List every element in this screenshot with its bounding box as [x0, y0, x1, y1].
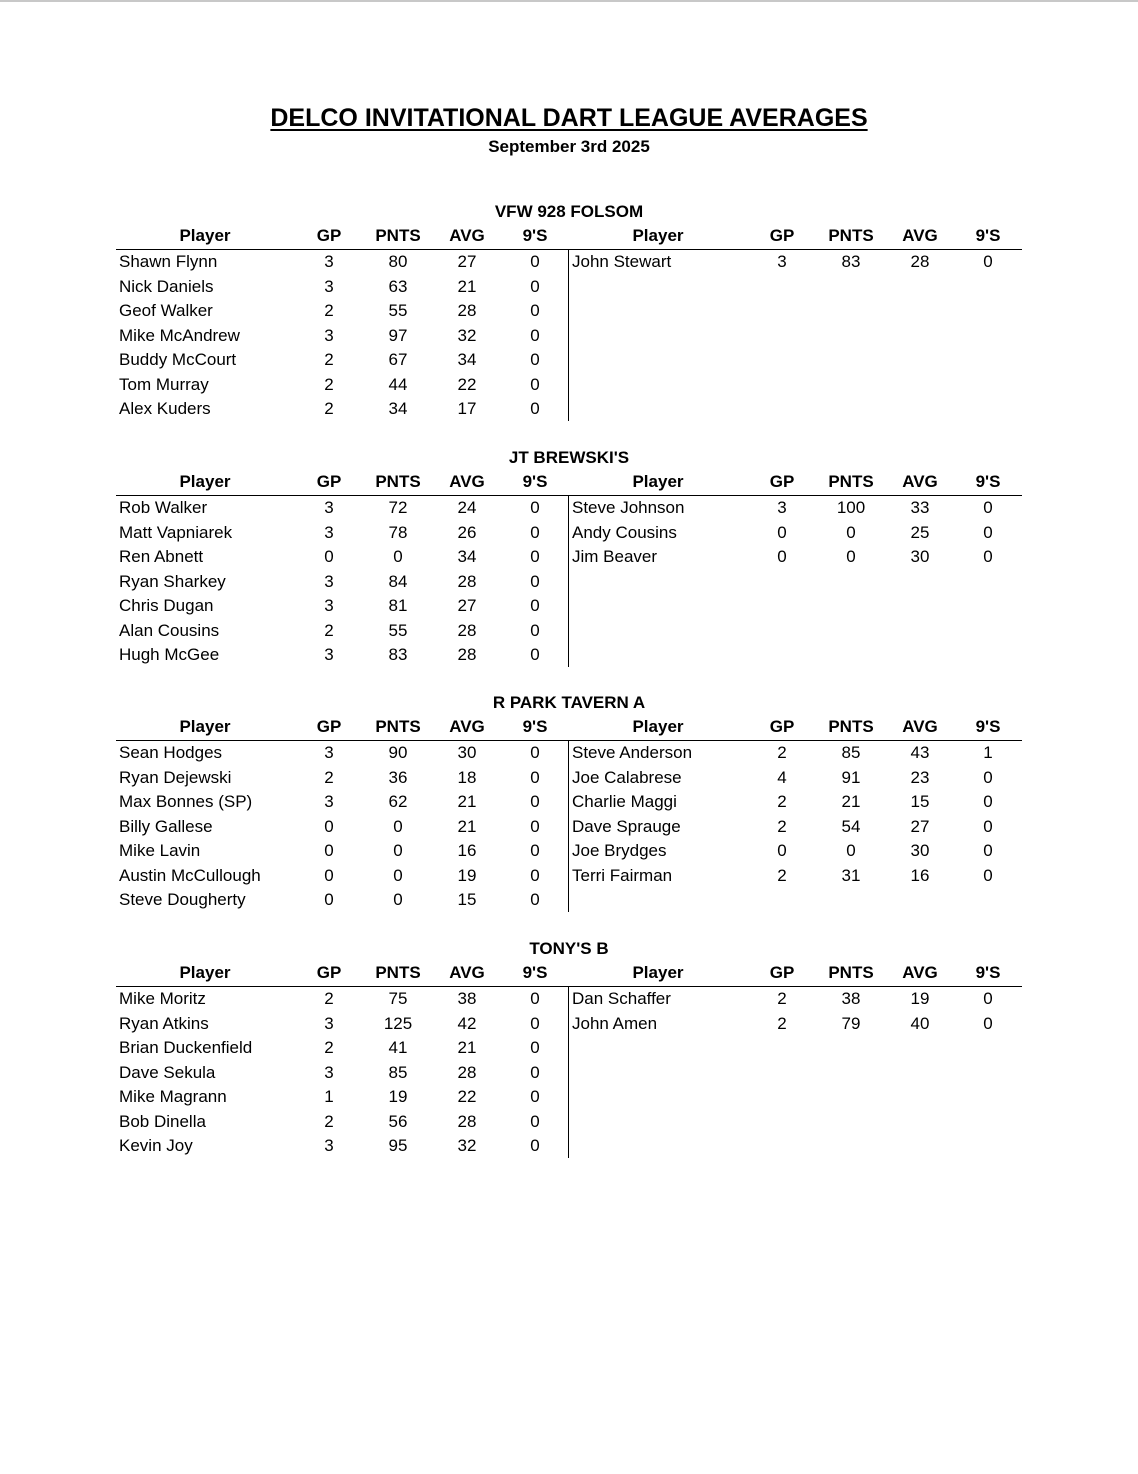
- stat-avg: 30: [457, 743, 477, 762]
- stat-gp: 2: [324, 374, 334, 394]
- column-header-player: Player: [179, 472, 231, 491]
- column-header-avg: AVG: [902, 963, 938, 982]
- table-row: [0, 864, 1138, 889]
- stat-gp: 3: [324, 1062, 334, 1082]
- stat-gp: 3: [324, 498, 334, 517]
- table-row: [0, 275, 1138, 300]
- stat-gp: 2: [324, 1111, 334, 1131]
- stat-avg: 16: [457, 841, 477, 860]
- stat-gp: 2: [324, 1038, 334, 1057]
- stat-gp: 2: [324, 767, 334, 787]
- column-header-nines: 9'S: [522, 963, 548, 982]
- column-header-pnts: PNTS: [828, 226, 874, 245]
- player-name: Steve Johnson: [572, 498, 685, 517]
- table-row: [0, 1061, 1138, 1086]
- stat-pnts: 44: [388, 374, 408, 394]
- stat-gp: 2: [324, 301, 334, 320]
- player-name: Ryan Atkins: [119, 1013, 209, 1033]
- stat-pnts: 0: [846, 522, 856, 542]
- stat-gp: 3: [324, 1013, 334, 1033]
- stat-pnts: 0: [393, 816, 403, 836]
- stat-nines: 0: [983, 547, 993, 566]
- table-row: [0, 521, 1138, 546]
- stat-avg: 23: [910, 767, 930, 787]
- stat-gp: 0: [777, 841, 787, 860]
- column-header-pnts: PNTS: [375, 963, 421, 982]
- column-header-nines: 9'S: [522, 226, 548, 245]
- table-row: [0, 1012, 1138, 1037]
- stat-avg: 19: [457, 865, 477, 885]
- table-row: [0, 839, 1138, 864]
- stat-gp: 2: [777, 1013, 787, 1033]
- stat-pnts: 34: [388, 399, 408, 418]
- column-header-pnts: PNTS: [375, 717, 421, 736]
- stat-avg: 25: [910, 522, 930, 542]
- column-header-gp: GP: [769, 717, 795, 736]
- stat-gp: 2: [777, 865, 787, 885]
- player-name: Sean Hodges: [119, 743, 223, 762]
- stat-pnts: 0: [393, 547, 403, 566]
- column-header-player: Player: [632, 472, 684, 491]
- stat-nines: 0: [530, 1111, 540, 1131]
- stat-avg: 28: [457, 571, 477, 591]
- stat-nines: 0: [530, 498, 540, 517]
- stat-avg: 16: [910, 865, 930, 885]
- player-rows: [0, 250, 1138, 422]
- column-header-pnts: PNTS: [375, 472, 421, 491]
- player-name: Matt Vapniarek: [119, 522, 233, 542]
- stat-pnts: 97: [388, 325, 408, 345]
- stat-avg: 15: [910, 792, 930, 811]
- table-row: [0, 815, 1138, 840]
- stat-gp: 2: [324, 989, 334, 1008]
- stat-avg: 28: [910, 252, 930, 271]
- stat-gp: 2: [324, 620, 334, 640]
- stat-gp: 3: [324, 743, 334, 762]
- player-name: Dave Sprauge: [572, 816, 681, 836]
- column-header-nines: 9'S: [975, 226, 1001, 245]
- stat-pnts: 72: [388, 498, 408, 517]
- stat-avg: 40: [910, 1013, 930, 1033]
- team-section: [0, 446, 1138, 676]
- stat-nines: 0: [983, 252, 993, 271]
- stat-gp: 0: [324, 816, 334, 836]
- column-header-gp: GP: [316, 963, 342, 982]
- table-row: [0, 373, 1138, 398]
- player-name: Shawn Flynn: [119, 252, 218, 271]
- player-name: Billy Gallese: [119, 816, 213, 836]
- column-header-gp: GP: [316, 226, 342, 245]
- column-header-nines: 9'S: [975, 963, 1001, 982]
- stat-avg: 38: [457, 989, 477, 1008]
- player-name: Alan Cousins: [119, 620, 220, 640]
- stat-pnts: 54: [841, 816, 861, 836]
- stat-nines: 0: [530, 841, 540, 860]
- stat-gp: 2: [777, 816, 787, 836]
- column-header-gp: GP: [769, 472, 795, 491]
- stat-gp: 3: [324, 645, 334, 664]
- stat-nines: 0: [530, 252, 540, 271]
- stat-nines: 0: [530, 301, 540, 320]
- player-name: John Stewart: [572, 252, 672, 271]
- page-top-border: [0, 0, 1138, 2]
- player-name: Buddy McCourt: [119, 350, 237, 369]
- stat-pnts: 81: [388, 596, 408, 615]
- player-name: Brian Duckenfield: [119, 1038, 253, 1057]
- player-name: Nick Daniels: [119, 276, 214, 296]
- stat-nines: 0: [983, 498, 993, 517]
- table-row: [0, 888, 1138, 913]
- stat-gp: 3: [324, 252, 334, 271]
- stat-gp: 3: [324, 1136, 334, 1155]
- player-name: Austin McCullough: [119, 865, 261, 885]
- player-name: Tom Murray: [119, 374, 209, 394]
- column-header-pnts: PNTS: [828, 963, 874, 982]
- stat-pnts: 0: [393, 865, 403, 885]
- stat-gp: 0: [324, 890, 334, 909]
- stat-avg: 21: [457, 792, 477, 811]
- player-name: Ryan Dejewski: [119, 767, 232, 787]
- column-header-row: [0, 715, 1138, 739]
- stat-nines: 1: [983, 743, 993, 762]
- stat-nines: 0: [530, 989, 540, 1008]
- stat-pnts: 31: [841, 865, 861, 885]
- column-header-avg: AVG: [449, 717, 485, 736]
- table-row: [0, 496, 1138, 521]
- table-row: [0, 1134, 1138, 1159]
- stat-nines: 0: [530, 547, 540, 566]
- table-row: [0, 324, 1138, 349]
- table-row: [0, 1110, 1138, 1135]
- player-name: Steve Dougherty: [119, 890, 246, 909]
- column-header-player: Player: [632, 963, 684, 982]
- player-name: Charlie Maggi: [572, 792, 677, 811]
- stat-nines: 0: [983, 841, 993, 860]
- column-header-gp: GP: [769, 963, 795, 982]
- player-name: Geof Walker: [119, 301, 213, 320]
- player-name: Joe Brydges: [572, 841, 667, 860]
- stat-nines: 0: [530, 767, 540, 787]
- stat-pnts: 100: [836, 498, 866, 517]
- team-section: [0, 200, 1138, 430]
- stat-pnts: 75: [388, 989, 408, 1008]
- stat-gp: 4: [777, 767, 787, 787]
- stat-pnts: 36: [388, 767, 408, 787]
- player-name: John Amen: [572, 1013, 658, 1033]
- stat-avg: 22: [457, 374, 477, 394]
- stat-nines: 0: [530, 645, 540, 664]
- player-name: Max Bonnes (SP): [119, 792, 253, 811]
- column-header-row: [0, 224, 1138, 248]
- stat-gp: 0: [324, 547, 334, 566]
- player-name: Alex Kuders: [119, 399, 211, 418]
- stat-avg: 27: [457, 252, 477, 271]
- stat-nines: 0: [530, 276, 540, 296]
- stat-nines: 0: [530, 743, 540, 762]
- stat-nines: 0: [983, 767, 993, 787]
- column-header-gp: GP: [769, 226, 795, 245]
- player-name: Bob Dinella: [119, 1111, 206, 1131]
- stat-pnts: 80: [388, 252, 408, 271]
- player-name: Jim Beaver: [572, 547, 658, 566]
- stat-gp: 2: [324, 399, 334, 418]
- stat-nines: 0: [530, 522, 540, 542]
- column-header-player: Player: [632, 226, 684, 245]
- stat-avg: 28: [457, 301, 477, 320]
- column-header-player: Player: [179, 717, 231, 736]
- column-header-avg: AVG: [449, 472, 485, 491]
- page-title-text: DELCO INVITATIONAL DART LEAGUE AVERAGES: [270, 104, 868, 132]
- stat-avg: 32: [457, 1136, 477, 1155]
- stat-nines: 0: [530, 792, 540, 811]
- stat-avg: 34: [457, 350, 477, 369]
- stat-pnts: 55: [388, 620, 408, 640]
- table-row: [0, 1085, 1138, 1110]
- table-row: [0, 250, 1138, 275]
- player-name: Mike Lavin: [119, 841, 201, 860]
- stat-avg: 34: [457, 547, 477, 566]
- stat-pnts: 0: [393, 890, 403, 909]
- stat-avg: 15: [457, 890, 477, 909]
- stat-nines: 0: [983, 865, 993, 885]
- table-row: [0, 766, 1138, 791]
- stat-avg: 21: [457, 276, 477, 296]
- stat-pnts: 0: [846, 841, 856, 860]
- column-header-nines: 9'S: [975, 717, 1001, 736]
- stat-gp: 3: [324, 325, 334, 345]
- report-date: September 3rd 2025: [488, 137, 650, 156]
- stat-gp: 3: [324, 792, 334, 811]
- stat-gp: 0: [324, 841, 334, 860]
- player-name: Ryan Sharkey: [119, 571, 226, 591]
- stat-avg: 43: [910, 743, 930, 762]
- stat-avg: 28: [457, 1111, 477, 1131]
- column-header-nines: 9'S: [522, 472, 548, 491]
- player-rows: [0, 496, 1138, 668]
- table-row: [0, 619, 1138, 644]
- stat-pnts: 90: [388, 743, 408, 762]
- table-row: [0, 348, 1138, 373]
- stat-nines: 0: [530, 1038, 540, 1057]
- stat-nines: 0: [530, 620, 540, 640]
- column-header-nines: 9'S: [975, 472, 1001, 491]
- stat-gp: 3: [777, 498, 787, 517]
- column-header-pnts: PNTS: [375, 226, 421, 245]
- player-name: Terri Fairman: [572, 865, 673, 885]
- stat-avg: 21: [457, 816, 477, 836]
- stat-pnts: 63: [388, 276, 408, 296]
- player-name: Hugh McGee: [119, 645, 220, 664]
- column-header-nines: 9'S: [522, 717, 548, 736]
- stat-nines: 0: [530, 325, 540, 345]
- stat-pnts: 19: [388, 1087, 408, 1106]
- stat-pnts: 62: [388, 792, 408, 811]
- stat-pnts: 125: [383, 1013, 413, 1033]
- stat-nines: 0: [530, 816, 540, 836]
- stat-pnts: 79: [841, 1013, 861, 1033]
- stat-pnts: 85: [841, 743, 861, 762]
- column-header-pnts: PNTS: [828, 717, 874, 736]
- stat-nines: 0: [530, 865, 540, 885]
- stat-nines: 0: [983, 989, 993, 1008]
- stat-pnts: 21: [841, 792, 861, 811]
- stat-avg: 27: [457, 596, 477, 615]
- stat-gp: 2: [777, 792, 787, 811]
- column-header-gp: GP: [316, 472, 342, 491]
- stat-nines: 0: [530, 374, 540, 394]
- table-row: [0, 397, 1138, 422]
- column-header-player: Player: [632, 717, 684, 736]
- stat-pnts: 67: [388, 350, 408, 369]
- player-name: Rob Walker: [119, 498, 208, 517]
- column-header-pnts: PNTS: [828, 472, 874, 491]
- player-name: Mike Magrann: [119, 1087, 227, 1106]
- table-row: [0, 570, 1138, 595]
- table-row: [0, 741, 1138, 766]
- stat-pnts: 83: [388, 645, 408, 664]
- player-rows: [0, 741, 1138, 913]
- stat-nines: 0: [530, 399, 540, 418]
- player-name: Dave Sekula: [119, 1062, 216, 1082]
- stat-avg: 24: [457, 498, 477, 517]
- stat-nines: 0: [530, 596, 540, 615]
- player-name: Mike Moritz: [119, 989, 206, 1008]
- column-header-avg: AVG: [449, 226, 485, 245]
- column-header-avg: AVG: [902, 717, 938, 736]
- stat-avg: 26: [457, 522, 477, 542]
- team-name: R PARK TAVERN A: [492, 693, 646, 712]
- player-name: Andy Cousins: [572, 522, 677, 542]
- team-section: [0, 937, 1138, 1167]
- stat-nines: 0: [530, 1013, 540, 1033]
- player-rows: [0, 987, 1138, 1159]
- stat-pnts: 41: [388, 1038, 408, 1057]
- stat-gp: 3: [777, 252, 787, 271]
- column-header-avg: AVG: [449, 963, 485, 982]
- stat-nines: 0: [983, 792, 993, 811]
- stat-avg: 19: [910, 989, 930, 1008]
- column-header-row: [0, 470, 1138, 494]
- column-header-gp: GP: [316, 717, 342, 736]
- stat-gp: 3: [324, 596, 334, 615]
- player-name: Steve Anderson: [572, 743, 693, 762]
- stat-gp: 3: [324, 571, 334, 591]
- stat-gp: 3: [324, 522, 334, 542]
- player-name: Kevin Joy: [119, 1136, 193, 1155]
- stat-nines: 0: [983, 816, 993, 836]
- stat-gp: 2: [324, 350, 334, 369]
- stat-avg: 42: [457, 1013, 477, 1033]
- column-header-avg: AVG: [902, 226, 938, 245]
- stat-avg: 32: [457, 325, 477, 345]
- page-title: [0, 102, 1138, 134]
- stat-avg: 28: [457, 620, 477, 640]
- team-name: VFW 928 FOLSOM: [494, 202, 644, 221]
- table-row: [0, 545, 1138, 570]
- stat-nines: 0: [530, 1062, 540, 1082]
- stat-avg: 27: [910, 816, 930, 836]
- stat-gp: 0: [777, 522, 787, 542]
- player-name: Mike McAndrew: [119, 325, 240, 345]
- stat-pnts: 38: [841, 989, 861, 1008]
- stat-gp: 2: [777, 989, 787, 1008]
- stat-pnts: 0: [393, 841, 403, 860]
- stat-pnts: 83: [841, 252, 861, 271]
- stat-nines: 0: [530, 350, 540, 369]
- player-name: Joe Calabrese: [572, 767, 682, 787]
- player-name: Dan Schaffer: [572, 989, 671, 1008]
- stat-pnts: 55: [388, 301, 408, 320]
- stat-pnts: 91: [841, 767, 861, 787]
- stat-nines: 0: [530, 1136, 540, 1155]
- stat-pnts: 56: [388, 1111, 408, 1131]
- stat-avg: 28: [457, 1062, 477, 1082]
- stat-avg: 22: [457, 1087, 477, 1106]
- stat-avg: 17: [457, 399, 477, 418]
- table-row: [0, 643, 1138, 668]
- team-name: JT BREWSKI'S: [508, 448, 630, 467]
- stat-pnts: 0: [846, 547, 856, 566]
- stat-avg: 30: [910, 841, 930, 860]
- stat-nines: 0: [530, 1087, 540, 1106]
- table-row: [0, 594, 1138, 619]
- team-section: [0, 691, 1138, 921]
- stat-gp: 1: [324, 1087, 334, 1106]
- stat-nines: 0: [530, 571, 540, 591]
- table-row: [0, 299, 1138, 324]
- stat-pnts: 78: [388, 522, 408, 542]
- stat-pnts: 95: [388, 1136, 408, 1155]
- player-name: Ren Abnett: [119, 547, 204, 566]
- stat-nines: 0: [530, 890, 540, 909]
- stat-nines: 0: [983, 522, 993, 542]
- team-name: TONY'S B: [529, 939, 609, 958]
- stat-gp: 2: [777, 743, 787, 762]
- player-name: Chris Dugan: [119, 596, 214, 615]
- stat-avg: 28: [457, 645, 477, 664]
- stat-gp: 0: [777, 547, 787, 566]
- stat-gp: 3: [324, 276, 334, 296]
- stat-nines: 0: [983, 1013, 993, 1033]
- stat-avg: 33: [910, 498, 930, 517]
- stat-avg: 21: [457, 1038, 477, 1057]
- column-header-row: [0, 961, 1138, 985]
- stat-avg: 18: [457, 767, 477, 787]
- column-header-avg: AVG: [902, 472, 938, 491]
- table-row: [0, 1036, 1138, 1061]
- column-header-player: Player: [179, 226, 231, 245]
- stat-avg: 30: [910, 547, 930, 566]
- column-header-player: Player: [179, 963, 231, 982]
- table-row: [0, 987, 1138, 1012]
- table-row: [0, 790, 1138, 815]
- stat-pnts: 84: [388, 571, 408, 591]
- stat-pnts: 85: [388, 1062, 408, 1082]
- stat-gp: 0: [324, 865, 334, 885]
